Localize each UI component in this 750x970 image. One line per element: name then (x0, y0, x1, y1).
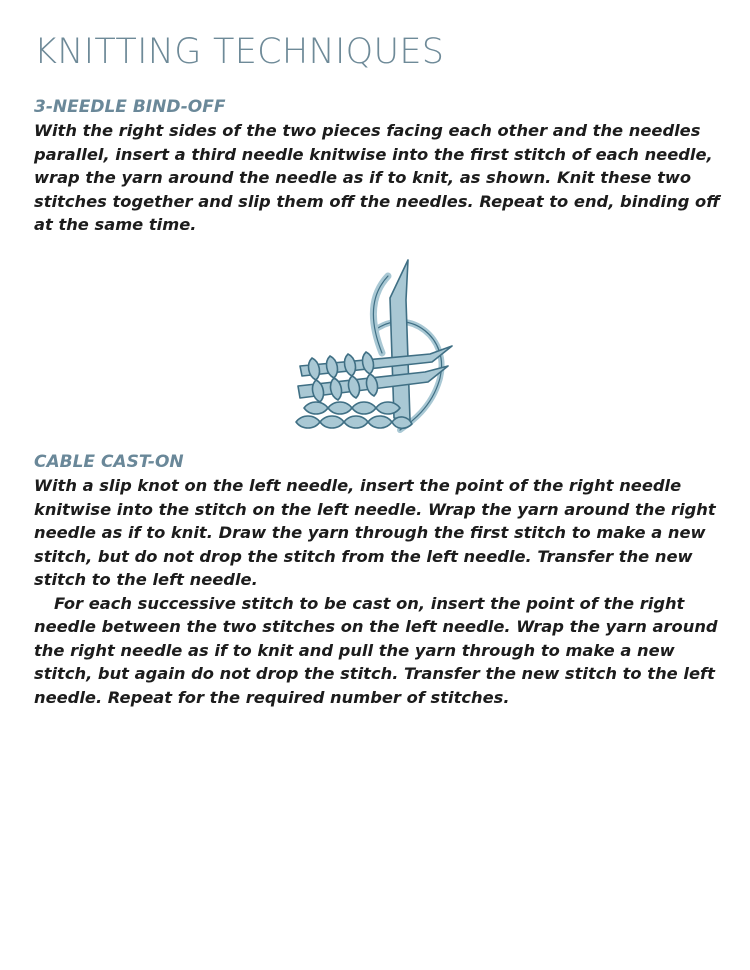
yarn-strand (373, 276, 388, 353)
instruction-paragraph: For each successive stitch to be cast on, insert the point of the right needle between the two stitches on the left needle. Wrap the yarn around the right needle as if to knit and pull the yarn through to make a new stitch, but again do not drop the stitch. Transfer the new stitch to the left needle. Repeat for the required number of stitches. (34, 593, 718, 707)
section-three-needle-bind-off (34, 96, 724, 237)
page-title: KNITTING TECHNIQUES (34, 32, 445, 72)
third-needle (390, 260, 410, 420)
instruction-paragraph: With the right sides of the two pieces facing each other and the needles parallel, insert a third needle knitwise into the first stitch of each needle, wrap the yarn around the needle as if to knit, as shown. Knit these two stitches together and slip them off the needles. Repeat to end, binding off at the same time. (34, 121, 720, 234)
section-heading: CABLE CAST-ON (34, 452, 184, 472)
section-cable-cast-on (34, 451, 724, 709)
section-heading: 3-NEEDLE BIND-OFF (34, 97, 226, 117)
instruction-paragraph: With a slip knot on the left needle, insert the point of the right needle knitwise into the stitch on the left needle. Wrap the yarn around the right needle as if to knit. Draw the yarn through the first stitch to make a new stitch, but do not drop the stitch from the left needle. Transfer the new stitch to the left needle. (34, 476, 716, 589)
three-needle-bind-off-illustration (290, 258, 460, 436)
